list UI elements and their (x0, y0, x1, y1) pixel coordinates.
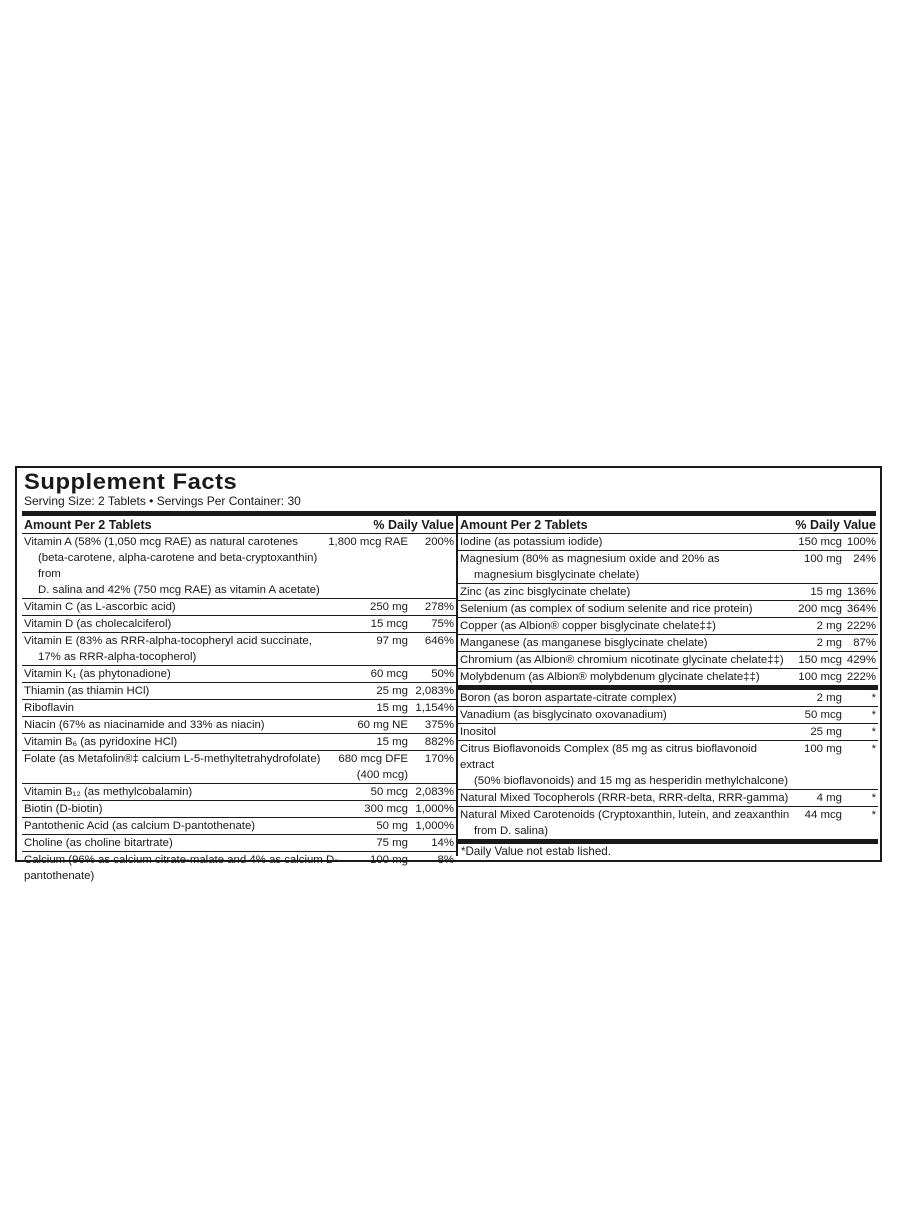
daily-value: 646% (424, 635, 454, 647)
nutrient-row (22, 633, 456, 666)
amount-value (762, 635, 842, 651)
nutrient-label: Calcium (96% as calcium citrate-malate and 4% as calcium D-pantothenate) (24, 854, 338, 882)
nutrient-label: Vitamin B₆ (as pyridoxine HCl) (24, 736, 178, 748)
nutrient-row (458, 724, 878, 741)
amount-line: 150 mcg (798, 654, 842, 666)
nutrient-label: Natural Mixed Tocopherols (RRR-beta, RRR-delta, RRR-gamma) (460, 792, 789, 804)
nutrient-name (460, 807, 790, 839)
supplement-facts-panel (15, 466, 882, 882)
nutrient-row (22, 852, 456, 884)
amount-line: 44 mcg (804, 809, 842, 821)
nutrient-label: Vitamin K₁ (as phytonadione) (24, 668, 171, 680)
right-column-header (458, 516, 878, 534)
nutrient-row (458, 707, 878, 724)
nutrient-name (460, 551, 790, 583)
nutrient-label: Boron (as boron aspartate-citrate complex) (460, 692, 677, 704)
amount-value (762, 724, 842, 740)
nutrient-row (22, 835, 456, 852)
nutrient-name (460, 724, 790, 740)
nutrient-row (22, 666, 456, 683)
nutrient-label: Natural Mixed Carotenoids (Cryptoxanthin, lutein, and zeaxanthin (460, 809, 790, 821)
nutrient-label: Inositol (460, 726, 497, 738)
amount-value (278, 616, 408, 632)
daily-value: 100% (846, 536, 876, 548)
nutrient-label-cont: magnesium bisglycinate chelate) (474, 569, 640, 581)
nutrient-name (460, 790, 790, 806)
left-column-header (22, 516, 456, 534)
right-nutrient-list-no-dv (458, 690, 878, 839)
amount-line: 25 mg (376, 685, 408, 697)
nutrient-row (22, 700, 456, 717)
amount-line: 1,800 mcg RAE (328, 536, 408, 548)
daily-value: 222% (846, 620, 876, 632)
left-column (22, 516, 456, 884)
nutrient-row (458, 741, 878, 790)
nutrient-row (458, 669, 878, 685)
nutrient-row (458, 534, 878, 551)
amount-line: 2 mg (816, 692, 842, 704)
nutrient-label: Thiamin (as thiamin HCl) (24, 685, 150, 697)
amount-value (278, 534, 408, 550)
nutrient-row (458, 551, 878, 584)
panel-title: Supplement Facts (24, 469, 238, 494)
amount-value (278, 683, 408, 699)
daily-value: 200% (424, 536, 454, 548)
amount-value (762, 601, 842, 617)
daily-value: 364% (846, 603, 876, 615)
nutrient-row (458, 690, 878, 707)
nutrient-label: Magnesium (80% as magnesium oxide and 20% as (460, 553, 720, 565)
amount-line: 50 mcg (804, 709, 842, 721)
amount-value (762, 707, 842, 723)
amount-line: 15 mcg (370, 618, 408, 630)
nutrient-label: Zinc (as zinc bisglycinate chelate) (460, 586, 631, 598)
daily-value: 2,083% (415, 685, 454, 697)
nutrient-label: Vitamin E (83% as RRR-alpha-tocopheryl acid succinate, (24, 635, 312, 647)
nutrient-label: Vitamin B₁₂ (as methylcobalamin) (24, 786, 193, 798)
amount-line: 100 mcg (798, 671, 842, 683)
daily-value: 1,000% (415, 803, 454, 815)
daily-value: 429% (846, 654, 876, 666)
nutrient-name (460, 741, 790, 789)
amount-line: 100 mg (804, 553, 842, 565)
amount-line: 75 mg (376, 837, 408, 849)
amount-value (762, 618, 842, 634)
nutrient-row (22, 599, 456, 616)
amount-line: 4 mg (816, 792, 842, 804)
amount-header: Amount Per 2 Tablets (460, 517, 588, 532)
amount-value (278, 734, 408, 750)
amount-line: 100 mg (370, 854, 408, 866)
amount-value (278, 633, 408, 649)
nutrient-label: Riboflavin (24, 702, 75, 714)
amount-line: 15 mg (810, 586, 842, 598)
serving-info: Serving Size: 2 Tablets • Servings Per Container: 30 (24, 494, 301, 508)
amount-line: 250 mg (370, 601, 408, 613)
amount-value (278, 599, 408, 615)
nutrient-row (22, 683, 456, 700)
nutrient-row (458, 618, 878, 635)
nutrient-label: Niacin (67% as niacinamide and 33% as niacin) (24, 719, 265, 731)
nutrient-label: Vitamin D (as cholecalciferol) (24, 618, 172, 630)
nutrient-name (460, 584, 790, 600)
amount-line: 50 mcg (370, 786, 408, 798)
amount-line: 60 mcg (370, 668, 408, 680)
amount-line: 2 mg (816, 620, 842, 632)
daily-value-header: % Daily Value (373, 517, 454, 532)
nutrient-row (458, 790, 878, 807)
daily-value: 75% (431, 618, 454, 630)
amount-value (278, 818, 408, 834)
left-nutrient-list (22, 534, 456, 884)
amount-line: 60 mg NE (357, 719, 408, 731)
amount-line: 2 mg (816, 637, 842, 649)
amount-line: 15 mg (376, 702, 408, 714)
amount-value (278, 717, 408, 733)
nutrient-label-cont: 17% as RRR-alpha-tocopherol) (38, 651, 197, 663)
daily-value: 882% (424, 736, 454, 748)
daily-value: * (871, 709, 876, 721)
nutrient-label-cont: (50% bioflavonoids) and 15 mg as hesperidin methylchalcone) (474, 775, 789, 787)
nutrient-name (460, 635, 790, 651)
nutrient-row (458, 635, 878, 652)
nutrient-name (460, 707, 790, 723)
amount-line: 50 mg (376, 820, 408, 832)
nutrient-label: Molybdenum (as Albion® molybdenum glycinate chelate‡‡) (460, 671, 760, 683)
amount-value (278, 801, 408, 817)
daily-value: * (871, 809, 876, 821)
nutrient-row (458, 584, 878, 601)
amount-value (762, 741, 842, 757)
nutrient-name (460, 669, 790, 685)
daily-value: 222% (846, 671, 876, 683)
nutrient-label-cont: (beta-carotene, alpha-carotene and beta-cryptoxanthin) from (38, 552, 318, 580)
amount-value (762, 652, 842, 668)
amount-line-secondary: (400 mcg) (356, 769, 408, 781)
amount-value (278, 751, 408, 783)
nutrient-row (458, 601, 878, 618)
footnote: *Daily Value not estab lished. (461, 845, 611, 858)
nutrient-label: Copper (as Albion® copper bisglycinate chelate‡‡) (460, 620, 716, 632)
amount-value (762, 669, 842, 685)
nutrient-row (22, 818, 456, 835)
daily-value: 24% (853, 553, 876, 565)
daily-value: 1,000% (415, 820, 454, 832)
nutrient-row (22, 801, 456, 818)
amount-value (762, 551, 842, 567)
nutrient-name (460, 690, 790, 706)
amount-value (762, 534, 842, 550)
amount-header: Amount Per 2 Tablets (24, 517, 152, 532)
nutrient-label: Manganese (as manganese bisglycinate chelate) (460, 637, 708, 649)
amount-line: 300 mcg (364, 803, 408, 815)
amount-value (762, 790, 842, 806)
amount-value (278, 666, 408, 682)
daily-value: 87% (853, 637, 876, 649)
right-column (458, 516, 878, 859)
amount-value (278, 700, 408, 716)
nutrient-label-cont: D. salina and 42% (750 mcg RAE) as vitamin A acetate) (38, 584, 320, 596)
amount-line: 100 mg (804, 743, 842, 755)
right-nutrient-list-dv (458, 534, 878, 685)
nutrient-row (22, 534, 456, 599)
nutrient-name (460, 652, 790, 668)
daily-value-header: % Daily Value (795, 517, 876, 532)
daily-value: 1,154% (415, 702, 454, 714)
nutrient-label: Folate (as Metafolin®‡ calcium L-5-methyltetrahydrofolate) (24, 753, 321, 765)
daily-value: 2,083% (415, 786, 454, 798)
nutrient-label: Chromium (as Albion® chromium nicotinate glycinate chelate‡‡) (460, 654, 784, 666)
amount-value (762, 690, 842, 706)
daily-value: * (871, 692, 876, 704)
amount-value (278, 835, 408, 851)
daily-value: * (871, 743, 876, 755)
amount-value (762, 807, 842, 823)
amount-value (278, 852, 408, 868)
nutrient-row (22, 616, 456, 633)
daily-value: 50% (431, 668, 454, 680)
nutrient-label: Iodine (as potassium iodide) (460, 536, 603, 548)
nutrient-row (458, 652, 878, 669)
daily-value: 278% (424, 601, 454, 613)
daily-value: * (871, 792, 876, 804)
nutrient-label: Citrus Bioflavonoids Complex (85 mg as citrus bioflavonoid extract (460, 743, 757, 771)
nutrient-name (460, 601, 790, 617)
nutrient-name (460, 534, 790, 550)
nutrient-label: Vitamin A (58% (1,050 mcg RAE) as natural carotenes (24, 536, 298, 548)
amount-line: 97 mg (376, 635, 408, 647)
nutrient-label: Vitamin C (as L-ascorbic acid) (24, 601, 176, 613)
nutrient-row (458, 807, 878, 839)
nutrient-row (22, 784, 456, 801)
daily-value: 136% (846, 586, 876, 598)
nutrient-label: Biotin (D-biotin) (24, 803, 103, 815)
amount-line: 15 mg (376, 736, 408, 748)
daily-value: 8% (437, 854, 454, 866)
nutrient-row (22, 717, 456, 734)
nutrient-name (460, 618, 790, 634)
nutrient-row (22, 734, 456, 751)
nutrient-label: Vanadium (as bisglycinato oxovanadium) (460, 709, 667, 721)
nutrient-label-cont: from D. salina) (474, 825, 549, 837)
nutrient-label: Selenium (as complex of sodium selenite and rice protein) (460, 603, 753, 615)
amount-line: 25 mg (810, 726, 842, 738)
amount-line: 200 mcg (798, 603, 842, 615)
nutrient-label: Choline (as choline bitartrate) (24, 837, 173, 849)
amount-line: 150 mcg (798, 536, 842, 548)
daily-value: * (871, 726, 876, 738)
amount-value (762, 584, 842, 600)
nutrient-row (22, 751, 456, 784)
daily-value: 14% (431, 837, 454, 849)
daily-value: 375% (424, 719, 454, 731)
amount-value (278, 784, 408, 800)
amount-line: 680 mcg DFE (338, 753, 408, 765)
nutrient-label: Pantothenic Acid (as calcium D-pantothenate) (24, 820, 256, 832)
daily-value: 170% (424, 753, 454, 765)
